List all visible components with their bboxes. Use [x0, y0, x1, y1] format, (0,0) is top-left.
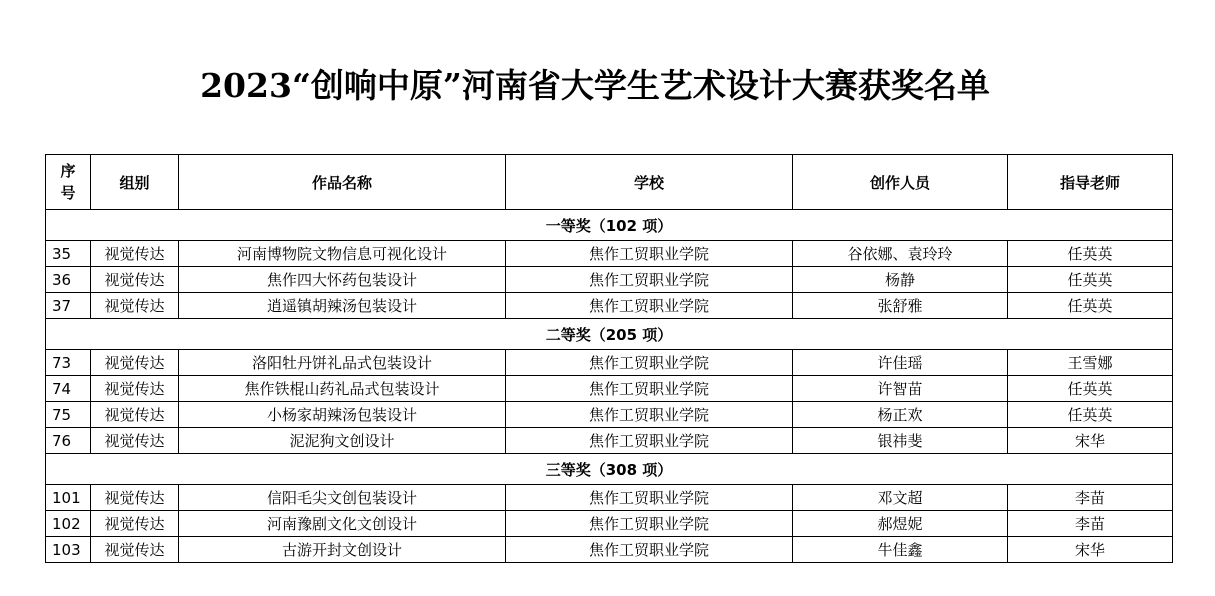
cell-school: 焦作工贸职业学院 — [506, 267, 793, 293]
cell-creators: 许佳瑶 — [793, 350, 1008, 376]
cell-advisor: 任英英 — [1008, 293, 1173, 319]
cell-work: 焦作四大怀药包装设计 — [179, 267, 506, 293]
cell-advisor: 宋华 — [1008, 537, 1173, 563]
cell-advisor: 李苗 — [1008, 511, 1173, 537]
table-row — [46, 293, 1173, 319]
table-row — [46, 511, 1173, 537]
section-label: 一等奖（102 项） — [46, 210, 1173, 241]
cell-group: 视觉传达 — [91, 402, 179, 428]
cell-creators: 杨正欢 — [793, 402, 1008, 428]
section-label: 二等奖（205 项） — [46, 319, 1173, 350]
cell-advisor: 任英英 — [1008, 241, 1173, 267]
cell-group: 视觉传达 — [91, 267, 179, 293]
cell-creators: 张舒雅 — [793, 293, 1008, 319]
header-creators: 创作人员 — [793, 155, 1008, 210]
header-seq — [46, 155, 91, 210]
cell-work: 洛阳牡丹饼礼品式包装设计 — [179, 350, 506, 376]
cell-no: 74 — [46, 376, 91, 402]
cell-creators: 银祎斐 — [793, 428, 1008, 454]
cell-advisor: 王雪娜 — [1008, 350, 1173, 376]
cell-group: 视觉传达 — [91, 537, 179, 563]
header-seq-line2: 号 — [60, 184, 76, 202]
table-row — [46, 428, 1173, 454]
cell-group: 视觉传达 — [91, 293, 179, 319]
cell-school: 焦作工贸职业学院 — [506, 293, 793, 319]
cell-work: 泥泥狗文创设计 — [179, 428, 506, 454]
table-row — [46, 485, 1173, 511]
cell-no: 102 — [46, 511, 91, 537]
cell-work: 古游开封文创设计 — [179, 537, 506, 563]
cell-advisor: 任英英 — [1008, 402, 1173, 428]
section-row-first-prize — [46, 210, 1173, 241]
cell-group: 视觉传达 — [91, 350, 179, 376]
cell-no: 36 — [46, 267, 91, 293]
award-table — [45, 154, 1173, 563]
cell-creators: 杨静 — [793, 267, 1008, 293]
cell-group: 视觉传达 — [91, 376, 179, 402]
section-row-third-prize — [46, 454, 1173, 485]
cell-group: 视觉传达 — [91, 511, 179, 537]
header-school: 学校 — [506, 155, 793, 210]
cell-school: 焦作工贸职业学院 — [506, 350, 793, 376]
cell-creators: 牛佳鑫 — [793, 537, 1008, 563]
cell-no: 76 — [46, 428, 91, 454]
cell-no: 73 — [46, 350, 91, 376]
cell-advisor: 任英英 — [1008, 376, 1173, 402]
cell-creators: 谷依娜、袁玲玲 — [793, 241, 1008, 267]
table-row — [46, 402, 1173, 428]
cell-group: 视觉传达 — [91, 241, 179, 267]
cell-advisor: 李苗 — [1008, 485, 1173, 511]
table-row — [46, 537, 1173, 563]
header-work: 作品名称 — [179, 155, 506, 210]
cell-advisor: 任英英 — [1008, 267, 1173, 293]
cell-school: 焦作工贸职业学院 — [506, 485, 793, 511]
table-row — [46, 376, 1173, 402]
cell-school: 焦作工贸职业学院 — [506, 241, 793, 267]
cell-group: 视觉传达 — [91, 428, 179, 454]
cell-no: 35 — [46, 241, 91, 267]
table-row — [46, 267, 1173, 293]
header-group: 组别 — [91, 155, 179, 210]
cell-advisor: 宋华 — [1008, 428, 1173, 454]
cell-no: 75 — [46, 402, 91, 428]
cell-creators: 许智苗 — [793, 376, 1008, 402]
cell-work: 信阳毛尖文创包装设计 — [179, 485, 506, 511]
cell-work: 河南豫剧文化文创设计 — [179, 511, 506, 537]
cell-school: 焦作工贸职业学院 — [506, 537, 793, 563]
table-header-row — [46, 155, 1173, 210]
cell-school: 焦作工贸职业学院 — [506, 376, 793, 402]
cell-work: 河南博物院文物信息可视化设计 — [179, 241, 506, 267]
page-title: 2023“创响中原”河南省大学生艺术设计大赛获奖名单 — [200, 66, 990, 105]
section-row-second-prize — [46, 319, 1173, 350]
section-label: 三等奖（308 项） — [46, 454, 1173, 485]
cell-school: 焦作工贸职业学院 — [506, 402, 793, 428]
header-seq-line1: 序 — [60, 162, 76, 180]
cell-work: 焦作铁棍山药礼品式包装设计 — [179, 376, 506, 402]
header-advisor: 指导老师 — [1008, 155, 1173, 210]
cell-no: 101 — [46, 485, 91, 511]
cell-no: 103 — [46, 537, 91, 563]
cell-no: 37 — [46, 293, 91, 319]
table-row — [46, 241, 1173, 267]
cell-creators: 邓文超 — [793, 485, 1008, 511]
cell-work: 逍遥镇胡辣汤包装设计 — [179, 293, 506, 319]
table-row — [46, 350, 1173, 376]
cell-group: 视觉传达 — [91, 485, 179, 511]
cell-school: 焦作工贸职业学院 — [506, 511, 793, 537]
cell-creators: 郝煜妮 — [793, 511, 1008, 537]
cell-school: 焦作工贸职业学院 — [506, 428, 793, 454]
cell-work: 小杨家胡辣汤包装设计 — [179, 402, 506, 428]
